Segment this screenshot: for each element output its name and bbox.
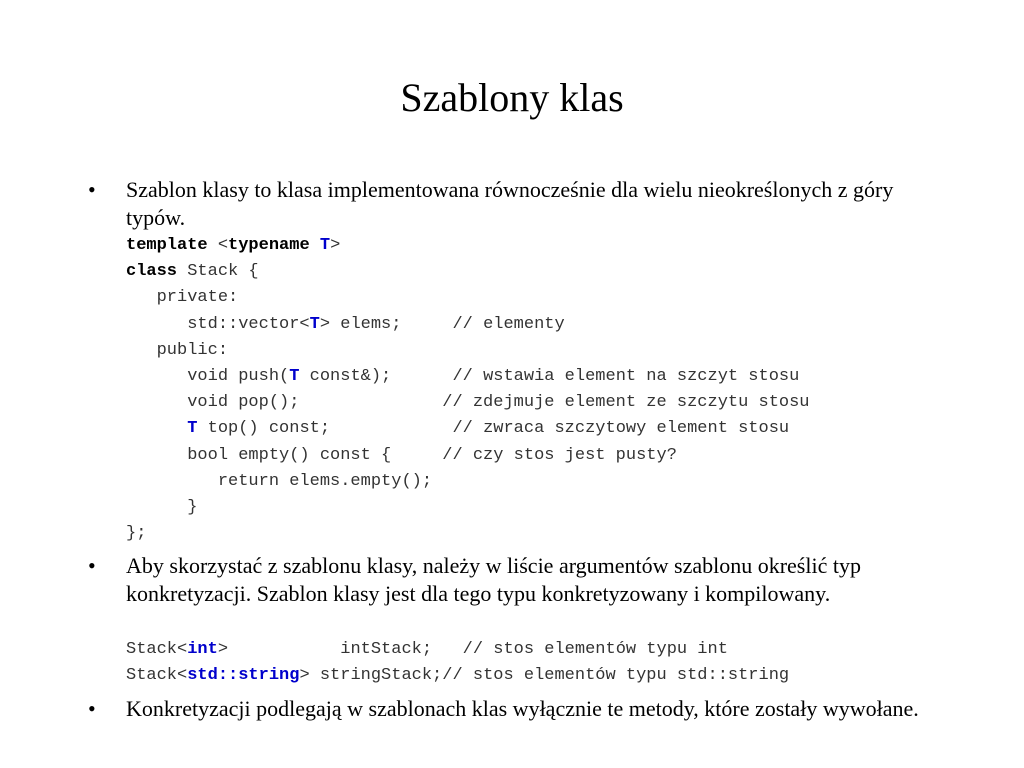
code-text: top() const; // zwraca szczytowy element stosu xyxy=(197,419,790,439)
code-text: const&); // wstawia element na szczyt stosu xyxy=(299,366,800,386)
code-text: > elems; // elementy xyxy=(319,314,565,334)
code-line xyxy=(126,469,1006,495)
code-line xyxy=(126,416,1006,442)
code-line xyxy=(126,443,1006,469)
code-text: > xyxy=(330,236,341,255)
code-keyword: int xyxy=(187,640,218,659)
code-text: bool empty() const { // czy stos jest pusty? xyxy=(126,445,677,465)
code-text xyxy=(126,419,187,438)
code-keyword: T xyxy=(289,366,300,386)
code-text: private: xyxy=(126,288,239,308)
code-text: > stringStack;// stos elementów typu std::string xyxy=(299,666,790,686)
code-line xyxy=(126,312,1006,338)
code-line xyxy=(126,495,1006,521)
code-line xyxy=(126,521,1006,547)
bullet-icon: • xyxy=(88,177,96,202)
code-line xyxy=(126,233,1006,259)
code-text: } xyxy=(126,497,198,517)
code-text xyxy=(310,236,320,255)
code-keyword: typename xyxy=(228,236,310,255)
bullet-icon: • xyxy=(88,696,96,721)
code-line xyxy=(126,390,1006,416)
code-line xyxy=(126,259,1006,285)
code-keyword: class xyxy=(126,262,178,282)
code-line xyxy=(126,637,1006,663)
code-text: return elems.empty(); xyxy=(126,471,433,491)
code-line xyxy=(126,364,1006,390)
code-line xyxy=(126,663,1006,689)
code-line xyxy=(126,285,1006,311)
bullet-1-text: Szablon klasy to klasa implementowana równocześnie dla wielu nieokreślonych z góry typów. xyxy=(126,177,894,230)
code-block-instantiation xyxy=(126,637,1006,689)
code-text: public: xyxy=(126,340,229,360)
code-text: void pop(); // zdejmuje element ze szczytu stosu xyxy=(126,393,810,413)
bullet-3-text: Konkretyzacji podlegają w szablonach klas wyłącznie te metody, które zostały wywołane. xyxy=(126,696,919,721)
bullet-icon: • xyxy=(88,553,96,578)
bullet-1 xyxy=(88,176,948,232)
code-keyword: template xyxy=(126,236,208,255)
bullet-2 xyxy=(88,552,948,608)
code-text: Stack< xyxy=(126,640,188,659)
code-text: Stack< xyxy=(126,666,188,686)
code-line xyxy=(126,338,1006,364)
code-keyword: std::string xyxy=(187,666,300,686)
bullet-3 xyxy=(88,695,948,723)
code-keyword: T xyxy=(319,236,331,255)
code-text: < xyxy=(207,236,229,255)
code-text: void push( xyxy=(126,366,290,386)
slide-title: Szablony klas xyxy=(400,75,624,120)
code-keyword: T xyxy=(309,314,320,334)
code-text: > intStack; // stos elementów typu int xyxy=(217,640,728,659)
code-text: }; xyxy=(126,524,147,544)
code-block-class-template xyxy=(126,233,1006,547)
code-text: Stack { xyxy=(177,262,259,282)
code-text: std::vector< xyxy=(126,314,310,334)
bullet-2-text: Aby skorzystać z szablonu klasy, należy w liście argumentów szablonu określić typ konkretyzacji. Szablon klasy jest dla tego typu konkretyzowany i kompilowany. xyxy=(126,553,861,606)
code-keyword: T xyxy=(187,419,198,439)
